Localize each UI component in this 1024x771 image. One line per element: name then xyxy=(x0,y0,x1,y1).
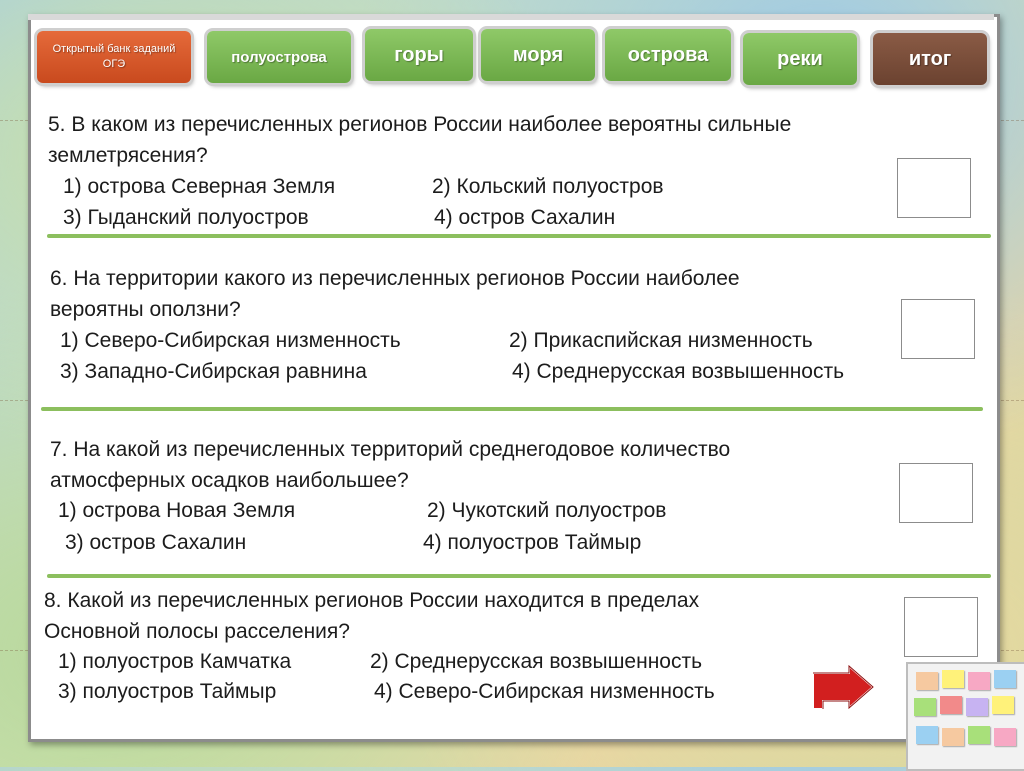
question-5-option-1: 1) острова Северная Земля xyxy=(63,175,336,198)
sticky-note-icon xyxy=(914,698,936,716)
nav-mountains-button[interactable] xyxy=(365,29,473,81)
nav-rivers-label: реки xyxy=(777,47,823,70)
nav-result-button[interactable] xyxy=(873,33,987,85)
question-7-answer-box[interactable] xyxy=(899,463,973,523)
question-6-answer-box[interactable] xyxy=(901,299,975,359)
question-8-option-3: 3) полуостров Таймыр xyxy=(58,680,277,703)
question-8-option-1: 1) полуостров Камчатка xyxy=(58,650,292,673)
question-6-line-2: вероятны оползни? xyxy=(50,298,241,321)
question-6-option-2: 2) Прикаспийская низменность xyxy=(509,329,813,352)
sticky-note-icon xyxy=(942,728,964,746)
question-divider xyxy=(41,407,983,411)
question-divider xyxy=(47,234,991,238)
nav-seas-button[interactable] xyxy=(481,29,595,81)
question-8-option-4: 4) Северо-Сибирская низменность xyxy=(374,680,715,703)
question-5-line-1: 5. В каком из перечисленных регионов России наиболее вероятны сильные xyxy=(48,113,792,136)
sticky-note-icon xyxy=(916,672,938,690)
open-bank-label-2: ОГЭ xyxy=(102,58,126,70)
question-5-answer-box[interactable] xyxy=(897,158,971,218)
question-8-option-2: 2) Среднерусская возвышенность xyxy=(370,650,703,673)
nav-seas-label: моря xyxy=(512,43,564,66)
question-7-option-2: 2) Чукотский полуостров xyxy=(427,499,667,522)
question-7-option-4: 4) полуостров Таймыр xyxy=(423,531,642,554)
question-7-line-2: атмосферных осадков наибольшее? xyxy=(50,469,409,492)
sticky-notes-thumbnail[interactable] xyxy=(906,662,1024,771)
nav-peninsulas-label: полуострова xyxy=(231,48,327,66)
next-arrow-icon[interactable] xyxy=(809,665,875,709)
sticky-note-icon xyxy=(916,726,938,744)
sticky-note-icon xyxy=(968,726,990,744)
nav-mountains-label: горы xyxy=(394,43,444,66)
sticky-note-icon xyxy=(992,696,1014,714)
nav-islands-button[interactable] xyxy=(605,29,731,81)
sticky-note-icon xyxy=(942,670,964,688)
question-5-option-4: 4) остров Сахалин xyxy=(434,206,616,229)
content-panel xyxy=(28,14,1000,742)
question-6-option-4: 4) Среднерусская возвышенность xyxy=(512,360,845,383)
sticky-note-icon xyxy=(966,698,988,716)
question-8-line-1: 8. Какой из перечисленных регионов России находится в пределах xyxy=(44,589,700,612)
sticky-note-icon xyxy=(940,696,962,714)
nav-rivers-button[interactable] xyxy=(743,33,857,85)
question-7-option-1: 1) острова Новая Земля xyxy=(58,499,296,522)
sticky-note-icon xyxy=(968,672,990,690)
question-7-line-1: 7. На какой из перечисленных территорий среднегодовое количество xyxy=(50,438,731,461)
question-5-option-2: 2) Кольский полуостров xyxy=(432,175,664,198)
question-8-line-2: Основной полосы расселения? xyxy=(44,620,350,643)
question-6-line-1: 6. На территории какого из перечисленных регионов России наиболее xyxy=(50,267,740,290)
open-bank-button[interactable] xyxy=(37,31,191,83)
nav-result-label: итог xyxy=(908,47,952,70)
sticky-note-icon xyxy=(994,728,1016,746)
question-8-answer-box[interactable] xyxy=(904,597,978,657)
panel-top-bar xyxy=(28,14,994,20)
question-6-option-1: 1) Северо-Сибирская низменность xyxy=(60,329,401,352)
question-5-option-3: 3) Гыданский полуостров xyxy=(63,206,309,229)
sticky-note-icon xyxy=(994,670,1016,688)
question-5-line-2: землетрясения? xyxy=(48,144,208,167)
open-bank-label-1: Открытый банк заданий xyxy=(52,43,176,55)
question-divider xyxy=(47,574,991,578)
question-7-option-3: 3) остров Сахалин xyxy=(65,531,247,554)
question-6-option-3: 3) Западно-Сибирская равнина xyxy=(60,360,367,383)
nav-peninsulas-button[interactable] xyxy=(207,31,351,83)
nav-islands-label: острова xyxy=(627,43,709,66)
